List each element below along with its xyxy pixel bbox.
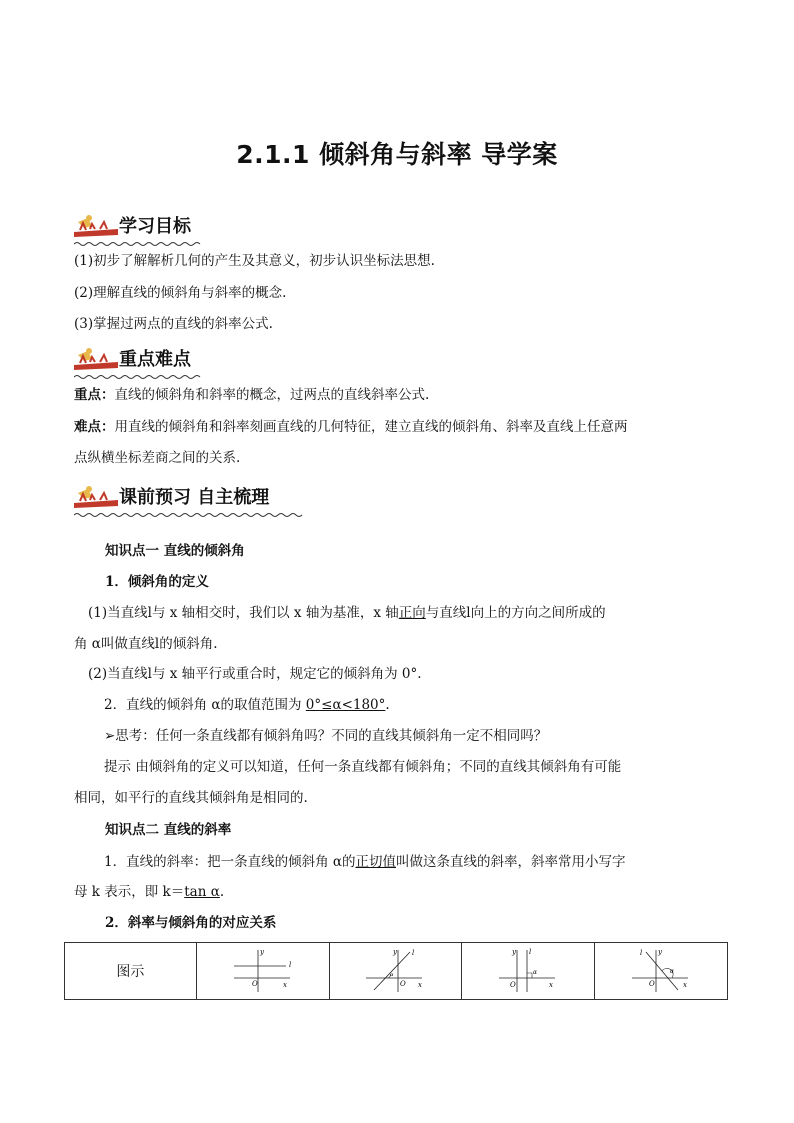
correspondence-title: 2．斜率与倾斜角的对应关系 [105, 915, 277, 931]
definition-2: (2)当直线l与 x 轴平行或重合时，规定它的倾斜角为 0°. [88, 666, 422, 682]
svg-text:α: α [390, 972, 394, 978]
knowledge-point-title: 知识点二 直线的斜率 [105, 822, 232, 838]
range-text: . [385, 697, 390, 713]
definition-title: 1．倾斜角的定义 [105, 574, 209, 590]
slope-text: 叫做这条直线的斜率，斜率常用小写字 [396, 854, 626, 870]
slope-definition [104, 852, 626, 872]
definition-1 [88, 603, 606, 623]
definition-1-cont: 角 α叫做直线l的倾斜角. [74, 636, 218, 652]
axis-label: y [658, 948, 663, 956]
slope-text: 母 k 表示，即 k＝ [74, 884, 185, 900]
hint-line: 提示 由倾斜角的定义可以知道，任何一条直线都有倾斜角；不同的直线其倾斜角有可能 [104, 759, 622, 775]
section-heading-text: 重点难点 [119, 349, 191, 370]
range-text: 2．直线的倾斜角 α的取值范围为 [104, 697, 306, 713]
goal-item: (1)初步了解解析几何的产生及其意义，初步认识坐标法思想. [74, 253, 435, 269]
difficulty-label: 难点： [74, 419, 115, 435]
slope-angle-table [64, 942, 728, 1000]
origin-label: O [251, 980, 258, 988]
key-point-line [74, 385, 429, 405]
axis-label: y [393, 948, 398, 956]
section-heading-preview [74, 483, 269, 511]
line-label: l [529, 948, 532, 956]
section-logo-icon [74, 345, 118, 373]
graph-horizontal-line [196, 943, 329, 1000]
axis-label: x [418, 981, 423, 989]
axis-label: y [512, 948, 517, 956]
axis-label: x [549, 981, 554, 989]
difficulty-text: 用直线的倾斜角和斜率刻画直线的几何特征，建立直线的倾斜角、斜率及直线上任意两 [114, 419, 628, 435]
line-label: l [640, 949, 643, 957]
origin-label: O [649, 980, 655, 988]
line-label: l [288, 961, 291, 969]
heading-underline [74, 512, 306, 518]
graph-vertical-line [462, 943, 595, 1000]
page-title: 2.1.1 倾斜角与斜率 导学案 [236, 140, 558, 169]
heading-underline [74, 241, 204, 247]
goal-item: (3)掌握过两点的直线的斜率公式. [74, 316, 273, 332]
answer-blank: tan α [184, 884, 220, 900]
hint-line-cont: 相同，如平行的直线其倾斜角是相同的. [74, 790, 308, 806]
answer-blank: 正向 [398, 605, 426, 621]
axis-label: x [282, 981, 287, 989]
definition-1-text: 与直线l向上的方向之间所成的 [425, 605, 606, 621]
angle-label: α [533, 969, 538, 976]
think-question: ➢思考：任何一条直线都有倾斜角吗？不同的直线其倾斜角一定不相同吗？ [104, 728, 548, 744]
origin-label: O [510, 981, 516, 989]
difficulty-line-cont: 点纵横坐标差商之间的关系. [74, 450, 241, 466]
key-text: 直线的倾斜角和斜率的概念，过两点的直线斜率公式. [114, 387, 430, 403]
definition-1-text: (1)当直线l与 x 轴相交时，我们以 x 轴为基准，x 轴 [88, 605, 399, 621]
angle-label: α [670, 968, 675, 975]
axis-label: y [259, 948, 264, 956]
section-logo-icon [74, 212, 118, 240]
section-logo-icon [74, 483, 118, 511]
heading-underline [74, 374, 204, 380]
section-heading-text: 学习目标 [119, 216, 191, 237]
section-heading-goals [74, 212, 191, 240]
axis-label: x [683, 981, 688, 989]
goal-item: (2)理解直线的倾斜角与斜率的概念. [74, 285, 287, 301]
line-label: l [412, 949, 415, 957]
difficulty-line [74, 417, 628, 437]
answer-blank: 正切值 [355, 854, 396, 870]
slope-definition-cont [74, 882, 224, 902]
answer-blank: 0°≤α<180° [305, 697, 386, 713]
key-label: 重点： [74, 387, 115, 403]
graph-acute-line [329, 943, 462, 1000]
range-line [104, 695, 390, 715]
origin-label: O [400, 980, 407, 988]
graph-obtuse-line [595, 943, 728, 1000]
knowledge-point-title: 知识点一 直线的倾斜角 [105, 543, 245, 559]
table-header-cell: 图示 [65, 943, 197, 1000]
section-heading-key [74, 345, 191, 373]
slope-text: 1．直线的斜率：把一条直线的倾斜角 α的 [104, 854, 356, 870]
slope-text: . [219, 884, 225, 900]
section-heading-text: 课前预习 自主梳理 [119, 487, 270, 508]
